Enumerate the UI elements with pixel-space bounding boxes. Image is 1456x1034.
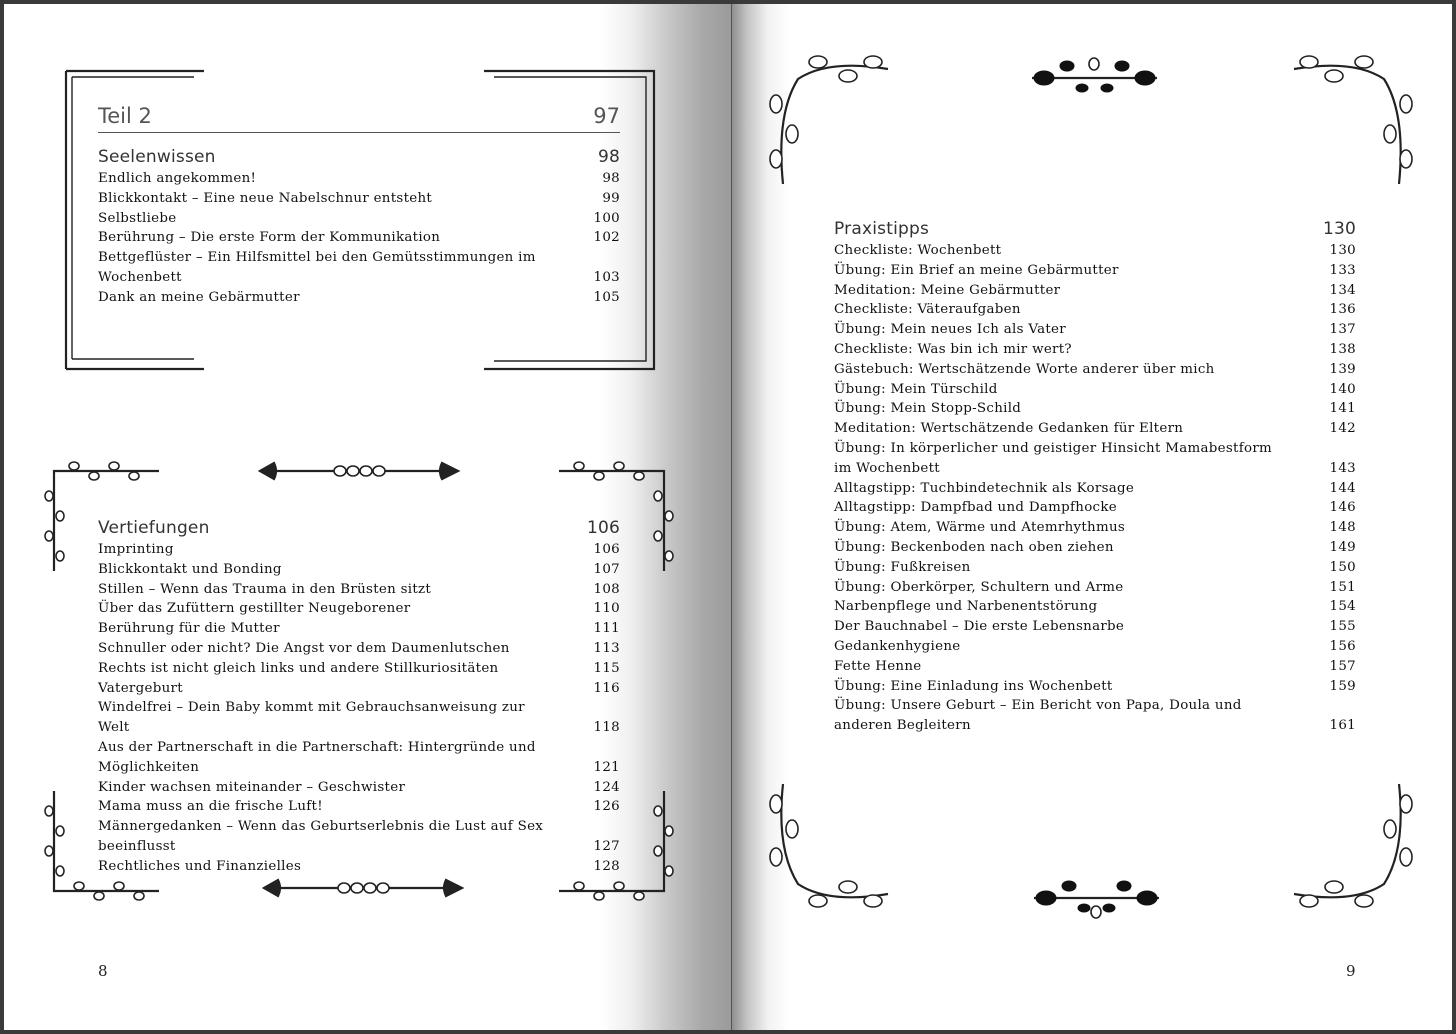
toc-entry [834, 399, 1356, 419]
toc-entry [98, 639, 620, 659]
toc-entry [834, 281, 1356, 301]
section-page: 98 [597, 147, 620, 167]
toc-block-vertiefungen [98, 518, 620, 877]
toc-entry [834, 637, 1356, 657]
part-heading [98, 104, 620, 133]
toc-entry [834, 340, 1356, 360]
vine-corner-icon [768, 54, 898, 194]
toc-entry-title: Windelfrei – Dein Baby kommt mit Gebrauchsanweisung zur Welt [98, 700, 525, 736]
toc-entry [834, 498, 1356, 518]
left-page [4, 4, 732, 1030]
toc-entry [834, 597, 1356, 617]
toc-entry-title: Übung: Eine Einladung ins Wochenbett [834, 678, 1113, 694]
toc-entry-title: Checkliste: Was bin ich mir wert? [834, 341, 1072, 357]
toc-entry [834, 617, 1356, 637]
toc-entry-page: 146 [1329, 500, 1356, 516]
toc-entry-page: 121 [593, 759, 620, 775]
toc-entry [834, 677, 1356, 697]
toc-entry-title: Kinder wachsen miteinander – Geschwister [98, 779, 406, 795]
toc-entry-title: Meditation: Wertschätzende Gedanken für Eltern [834, 421, 1184, 437]
toc-entry [834, 479, 1356, 499]
toc-entry-title: Gästebuch: Wertschätzende Worte anderer über mich [834, 361, 1215, 377]
toc-entry-page: 138 [1329, 341, 1356, 357]
toc-entry-title: Alltagstipp: Dampfbad und Dampfhocke [834, 500, 1117, 516]
section-title: Vertiefungen [98, 518, 210, 538]
toc-entry-title: Übung: Mein Stopp-Schild [834, 401, 1022, 417]
toc-entry [98, 817, 620, 857]
toc-entry [834, 360, 1356, 380]
toc-entry-title: Übung: In körperlicher und geistiger Hinsicht Mamabestform im Wochenbett [834, 440, 1273, 476]
toc-entry-page: 161 [1329, 718, 1356, 734]
toc-entry-page: 126 [593, 799, 620, 815]
toc-entry-title: Gedankenhygiene [834, 638, 961, 654]
toc-entry [834, 518, 1356, 538]
toc-entry-title: Der Bauchnabel – Die erste Lebensnarbe [834, 619, 1125, 635]
toc-entry-page: 115 [593, 660, 620, 676]
toc-entry [98, 738, 620, 778]
toc-entry [98, 189, 620, 209]
section-title: Seelenwissen [98, 147, 216, 167]
toc-entry [98, 560, 620, 580]
vine-corner-icon [768, 779, 898, 909]
toc-entry-title: Checkliste: Väteraufgaben [834, 302, 1021, 318]
toc-entry-title: Vatergeburt [98, 680, 183, 696]
toc-entry [98, 778, 620, 798]
toc-entry-title: Schnuller oder nicht? Die Angst vor dem Daumenlutschen [98, 640, 510, 656]
section-heading [834, 219, 1356, 241]
toc-entry-page: 157 [1329, 658, 1356, 674]
toc-entry-title: Bettgeflüster – Ein Hilfsmittel bei den Gemütsstimmungen im Wochenbett [98, 250, 536, 285]
toc-entry-page: 110 [593, 601, 620, 617]
toc-entry [834, 261, 1356, 281]
toc-entry-page: 98 [602, 171, 620, 186]
toc-entry-page: 107 [593, 561, 620, 577]
toc-entry-page: 140 [1329, 381, 1356, 397]
toc-entry [834, 657, 1356, 677]
toc-entry-title: Übung: Atem, Wärme und Atemrhythmus [834, 520, 1126, 536]
toc-entry-title: Blickkontakt – Eine neue Nabelschnur entsteht [98, 190, 433, 206]
toc-entry-title: Alltagstipp: Tuchbindetechnik als Korsage [834, 480, 1135, 496]
toc-entry [98, 288, 620, 308]
toc-entry-page: 108 [593, 581, 620, 597]
toc-entry-title: Meditation: Meine Gebärmutter [834, 282, 1061, 298]
toc-entry-title: Übung: Oberkörper, Schultern und Arme [834, 579, 1124, 595]
toc-entry [98, 599, 620, 619]
toc-entry-page: 142 [1329, 421, 1356, 437]
toc-entry-title: Übung: Mein neues Ich als Vater [834, 322, 1066, 338]
toc-entry-title: Endlich angekommen! [98, 171, 257, 186]
toc-block-praxistipps [834, 219, 1356, 736]
toc-entry-page: 159 [1329, 678, 1356, 694]
toc-entry [98, 169, 620, 189]
toc-entry-page: 151 [1329, 579, 1356, 595]
part-page: 97 [593, 104, 620, 128]
toc-entry [834, 380, 1356, 400]
toc-entry [834, 241, 1356, 261]
toc-entry-title: Männergedanken – Wenn das Geburtserlebnis die Lust auf Sex beeinflusst [98, 819, 544, 854]
toc-entry-page: 155 [1329, 619, 1356, 635]
toc-entry-page: 130 [1329, 243, 1356, 258]
toc-entry-list [834, 241, 1356, 736]
toc-entry-page: 136 [1329, 302, 1356, 318]
toc-entry-page: 149 [1329, 539, 1356, 555]
toc-entry [98, 797, 620, 817]
toc-entry-list [98, 540, 620, 877]
toc-entry-title: Blickkontakt und Bonding [98, 561, 282, 577]
toc-entry-page: 106 [593, 542, 620, 557]
toc-entry-title: Mama muss an die frische Luft! [98, 799, 323, 815]
toc-entry-title: Rechts ist nicht gleich links und andere Stillkuriositäten [98, 660, 499, 676]
toc-entry-title: Berührung für die Mutter [98, 621, 280, 637]
toc-entry-page: 113 [593, 640, 620, 656]
toc-entry-page: 148 [1329, 520, 1356, 536]
page-number: 9 [1346, 962, 1356, 980]
toc-entry [98, 659, 620, 679]
arrow-divider-icon [260, 876, 466, 900]
toc-entry-title: Rechtliches und Finanzielles [98, 858, 302, 874]
section-heading [98, 518, 620, 540]
toc-entry [834, 578, 1356, 598]
section-page: 130 [1322, 219, 1356, 239]
toc-entry-title: Berührung – Die erste Form der Kommunikation [98, 230, 441, 246]
toc-entry-title: Narbenpflege und Narbenentstörung [834, 599, 1098, 615]
arrow-divider-icon [256, 459, 462, 483]
toc-entry-page: 99 [602, 190, 620, 206]
toc-entry [834, 419, 1356, 439]
part-title: Teil 2 [98, 104, 152, 128]
section-title: Praxistipps [834, 219, 930, 239]
toc-entry [834, 538, 1356, 558]
toc-entry-page: 103 [593, 269, 620, 285]
toc-entry [834, 558, 1356, 578]
toc-entry-title: Übung: Fußkreisen [834, 559, 971, 575]
toc-entry [834, 320, 1356, 340]
section-page: 106 [586, 518, 620, 538]
toc-entry-page: 154 [1329, 599, 1356, 615]
toc-entry-page: 137 [1329, 322, 1356, 338]
toc-entry [98, 679, 620, 699]
toc-entry-title: Imprinting [98, 542, 174, 557]
toc-entry [98, 580, 620, 600]
vine-corner-icon [1284, 54, 1414, 194]
vine-corner-icon [1284, 779, 1414, 909]
leaf-sprig-icon [1022, 56, 1167, 101]
leaf-sprig-icon [1024, 876, 1169, 921]
toc-entry [98, 209, 620, 229]
toc-entry [98, 228, 620, 248]
section-heading [98, 147, 620, 169]
toc-entry [98, 540, 620, 560]
page-number: 8 [98, 962, 108, 980]
toc-entry-title: Fette Henne [834, 658, 922, 674]
toc-entry-list [98, 169, 620, 308]
toc-entry-page: 143 [1329, 460, 1356, 476]
toc-entry-page: 102 [593, 230, 620, 246]
toc-entry-page: 111 [593, 621, 620, 637]
toc-entry [834, 439, 1356, 479]
toc-entry-title: Dank an meine Gebärmutter [98, 289, 300, 305]
toc-entry [834, 300, 1356, 320]
toc-entry-title: Checkliste: Wochenbett [834, 243, 1002, 258]
toc-entry-title: Über das Zufüttern gestillter Neugeborener [98, 601, 411, 617]
toc-entry [98, 698, 620, 738]
toc-entry-title: Übung: Beckenboden nach oben ziehen [834, 539, 1114, 555]
toc-entry-page: 156 [1329, 638, 1356, 654]
toc-block-seelenwissen [98, 104, 620, 308]
toc-entry-page: 141 [1329, 401, 1356, 417]
toc-entry-page: 134 [1329, 282, 1356, 298]
right-page [732, 4, 1452, 1030]
toc-entry-page: 124 [593, 779, 620, 795]
toc-entry [834, 696, 1356, 736]
toc-entry-title: Übung: Ein Brief an meine Gebärmutter [834, 262, 1119, 278]
toc-entry-page: 127 [593, 838, 620, 854]
toc-entry-title: Selbstliebe [98, 210, 177, 226]
toc-entry-page: 116 [593, 680, 620, 696]
toc-entry-page: 144 [1329, 480, 1356, 496]
toc-entry-page: 139 [1329, 361, 1356, 377]
book-spread [4, 4, 1452, 1030]
toc-entry [98, 619, 620, 639]
toc-entry-page: 118 [593, 720, 620, 736]
toc-entry-page: 105 [593, 289, 620, 305]
toc-entry-title: Aus der Partnerschaft in die Partnerschaft: Hintergründe und Möglichkeiten [98, 739, 536, 775]
toc-entry-page: 133 [1329, 262, 1356, 278]
toc-entry-page: 100 [593, 210, 620, 226]
toc-entry-title: Übung: Mein Türschild [834, 381, 998, 397]
toc-entry [98, 248, 620, 288]
toc-entry-page: 128 [593, 858, 620, 874]
toc-entry-title: Übung: Unsere Geburt – Ein Bericht von Papa, Doula und anderen Begleitern [834, 698, 1242, 734]
toc-entry-page: 150 [1329, 559, 1356, 575]
toc-entry [98, 857, 620, 877]
toc-entry-title: Stillen – Wenn das Trauma in den Brüsten sitzt [98, 581, 432, 597]
